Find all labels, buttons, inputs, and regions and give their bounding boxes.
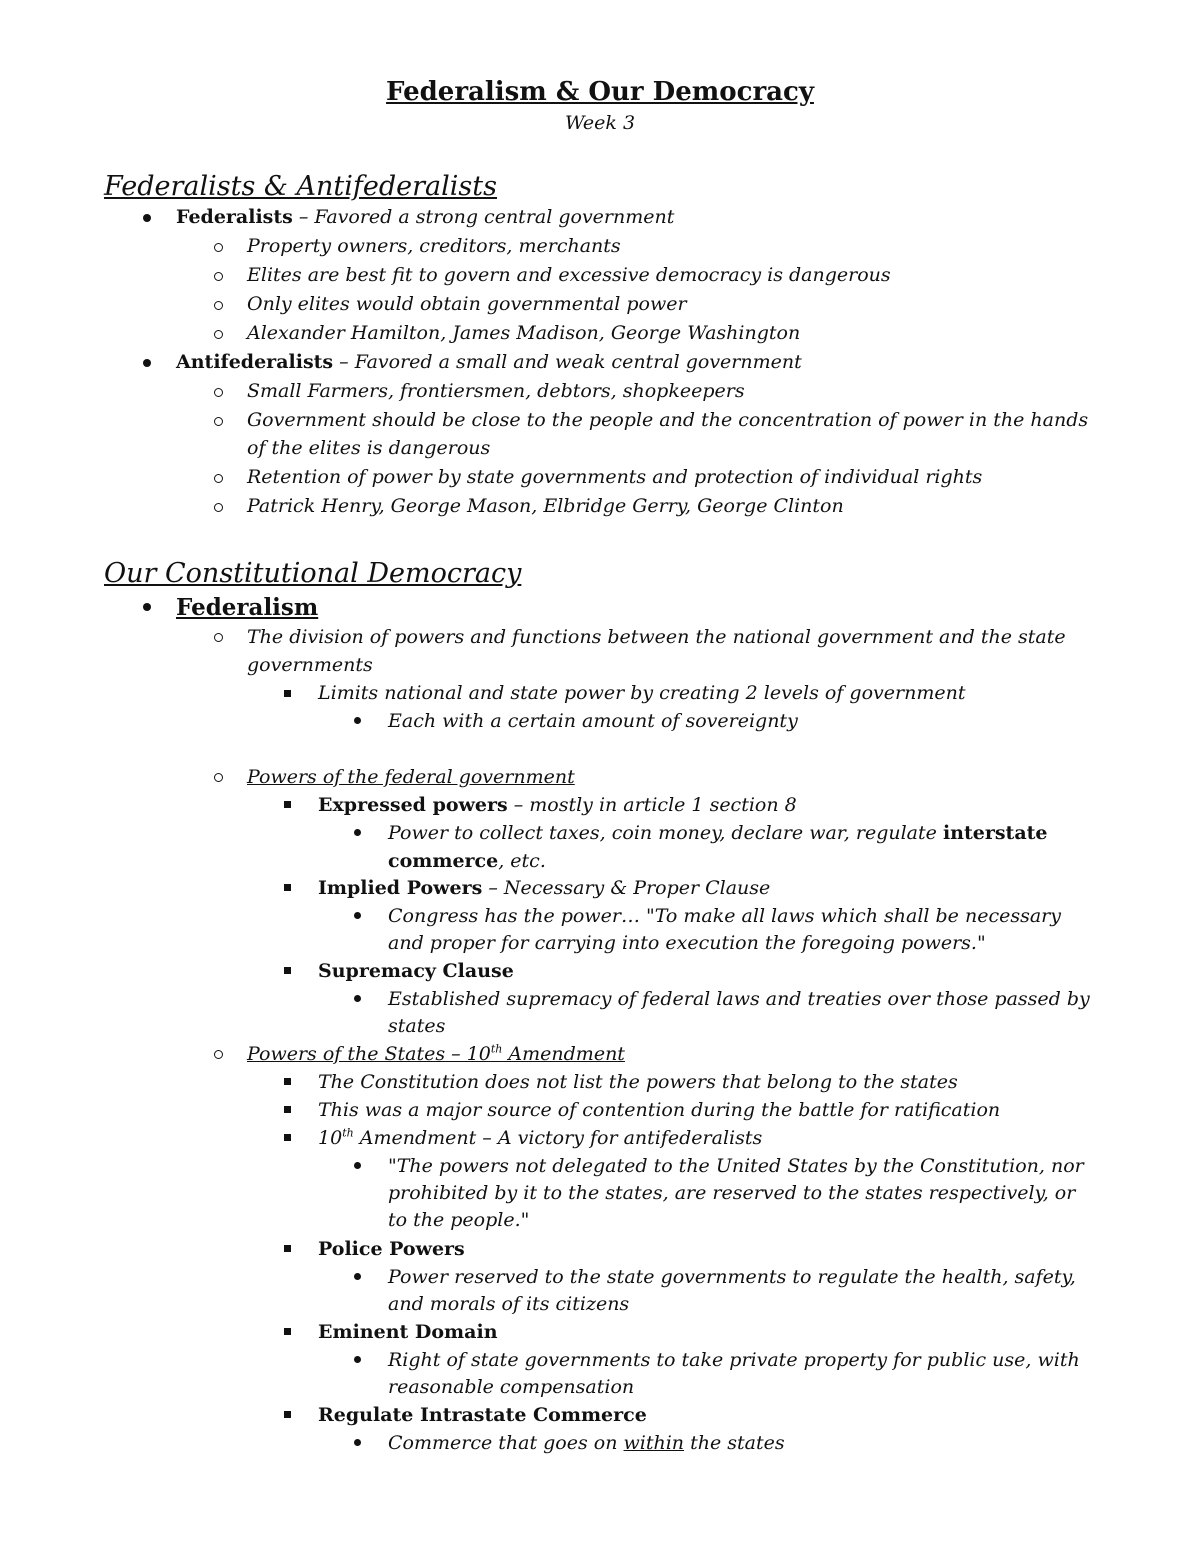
bullet-circle bbox=[214, 503, 223, 512]
bullet-square bbox=[284, 1078, 291, 1085]
text-span: the states bbox=[684, 1432, 785, 1454]
list-item-continuation bbox=[388, 848, 546, 875]
bullet-circle bbox=[214, 388, 223, 397]
list-item-continuation: states bbox=[388, 1015, 446, 1037]
list-item: Established supremacy of federal laws and treaties over those passed by bbox=[388, 988, 1090, 1010]
bullet-circle bbox=[214, 243, 223, 252]
list-item-continuation: and proper for carrying into execution the foregoing powers." bbox=[388, 932, 986, 954]
list-item bbox=[388, 820, 1048, 847]
list-item: Patrick Henry, George Mason, Elbridge Gerry, George Clinton bbox=[247, 495, 844, 517]
bullet-square bbox=[284, 884, 291, 891]
bullet-dot bbox=[354, 995, 361, 1002]
page-title: Federalism & Our Democracy bbox=[386, 77, 814, 107]
bullet-dot bbox=[143, 214, 151, 222]
list-item: Alexander Hamilton, James Madison, George Washington bbox=[247, 322, 801, 344]
text-span: Amendment – A victory for antifederalists bbox=[353, 1127, 763, 1149]
list-item: Government should be close to the people and the concentration of power in the hands bbox=[247, 409, 1089, 431]
list-item: Property owners, creditors, merchants bbox=[247, 235, 621, 257]
text-span: 10 bbox=[318, 1127, 343, 1149]
definition-antifederalists: – Favored a small and weak central government bbox=[333, 351, 802, 373]
federalism-definition: The division of powers and functions between the national government and the state bbox=[247, 626, 1066, 648]
list-item: Retention of power by state governments and protection of individual rights bbox=[247, 466, 983, 488]
bullet-dot bbox=[354, 1439, 361, 1446]
bullet-dot bbox=[354, 912, 361, 919]
bullet-square bbox=[284, 1134, 291, 1141]
subheading-state-powers bbox=[247, 1041, 625, 1068]
definition-expressed-powers: – mostly in article 1 section 8 bbox=[507, 794, 797, 816]
list-item: Elites are best fit to govern and excessive democracy is dangerous bbox=[247, 264, 891, 286]
list-item: Congress has the power… "To make all laws which shall be necessary bbox=[388, 905, 1061, 927]
section-heading-federalists-antifederalists: Federalists & Antifederalists bbox=[104, 171, 497, 202]
list-item-implied-powers bbox=[318, 875, 770, 902]
term-antifederalists: Antifederalists bbox=[176, 351, 334, 373]
quote-line: "The powers not delegated to the United States by the Constitution, nor bbox=[388, 1155, 1084, 1177]
term-supremacy-clause: Supremacy Clause bbox=[318, 960, 514, 982]
page-subtitle: Week 3 bbox=[564, 112, 636, 134]
list-item bbox=[388, 1430, 785, 1457]
list-item-continuation: of the elites is dangerous bbox=[247, 437, 491, 459]
term-eminent-domain: Eminent Domain bbox=[318, 1321, 498, 1343]
bullet-square bbox=[284, 690, 291, 697]
quote-line: prohibited by it to the states, are reserved to the states respectively, or bbox=[388, 1182, 1076, 1204]
list-item: Right of state governments to take private property for public use, with bbox=[388, 1349, 1080, 1371]
term-police-powers: Police Powers bbox=[318, 1238, 465, 1260]
term-expressed-powers: Expressed powers bbox=[318, 794, 508, 816]
bullet-square bbox=[284, 1411, 291, 1418]
definition-implied-powers: – Necessary & Proper Clause bbox=[482, 877, 771, 899]
bold-term-commerce: commerce bbox=[388, 850, 499, 872]
bullet-dot bbox=[143, 359, 151, 367]
text-span: Powers of the States – 10 bbox=[247, 1043, 491, 1065]
text-span: Amendment bbox=[502, 1043, 625, 1065]
federalism-label: Federalism bbox=[176, 594, 319, 621]
list-item: This was a major source of contention during the battle for ratification bbox=[318, 1099, 1001, 1121]
list-item-tenth-amendment bbox=[318, 1125, 762, 1152]
term-intrastate-commerce: Regulate Intrastate Commerce bbox=[318, 1404, 647, 1426]
bullet-circle bbox=[214, 474, 223, 483]
federalism-definition-continuation: governments bbox=[247, 654, 373, 676]
list-item: Power reserved to the state governments to regulate the health, safety, bbox=[388, 1266, 1076, 1288]
text-span: Power to collect taxes, coin money, declare war, regulate bbox=[388, 822, 943, 844]
section-heading-constitutional-democracy: Our Constitutional Democracy bbox=[104, 558, 522, 589]
list-item-expressed-powers bbox=[318, 792, 797, 819]
list-item-continuation: reasonable compensation bbox=[388, 1376, 635, 1398]
list-item-federalists bbox=[176, 204, 674, 231]
list-item: Small Farmers, frontiersmen, debtors, shopkeepers bbox=[247, 380, 745, 402]
list-item: Each with a certain amount of sovereignty bbox=[388, 710, 798, 732]
list-item-continuation: and morals of its citizens bbox=[388, 1293, 630, 1315]
text-span: , etc. bbox=[498, 850, 546, 872]
bullet-dot bbox=[354, 829, 361, 836]
bullet-square bbox=[284, 1106, 291, 1113]
bullet-circle bbox=[214, 330, 223, 339]
bullet-dot bbox=[354, 1162, 361, 1169]
term-implied-powers: Implied Powers bbox=[318, 877, 483, 899]
bullet-dot bbox=[354, 717, 361, 724]
bullet-square bbox=[284, 967, 291, 974]
bullet-square bbox=[284, 1328, 291, 1335]
list-item: Limits national and state power by creating 2 levels of government bbox=[318, 682, 966, 704]
bullet-circle bbox=[214, 301, 223, 310]
bullet-circle bbox=[214, 773, 223, 782]
bullet-square bbox=[284, 1245, 291, 1252]
bullet-circle bbox=[214, 417, 223, 426]
bold-term-interstate: interstate bbox=[942, 822, 1048, 844]
definition-federalists: – Favored a strong central government bbox=[292, 206, 675, 228]
bullet-dot bbox=[354, 1273, 361, 1280]
bullet-circle bbox=[214, 272, 223, 281]
underlined-word-within: within bbox=[623, 1432, 685, 1454]
list-item: Only elites would obtain governmental power bbox=[247, 293, 687, 315]
bullet-square bbox=[284, 801, 291, 808]
list-item: The Constitution does not list the powers that belong to the states bbox=[318, 1071, 958, 1093]
bullet-circle bbox=[214, 633, 223, 642]
subheading-federal-powers: Powers of the federal government bbox=[247, 766, 575, 788]
bullet-circle bbox=[214, 1050, 223, 1059]
text-span: Commerce that goes on bbox=[388, 1432, 624, 1454]
superscript: th bbox=[490, 1042, 503, 1056]
bullet-dot bbox=[354, 1356, 361, 1363]
superscript: th bbox=[342, 1126, 354, 1140]
quote-line: to the people." bbox=[388, 1209, 530, 1231]
term-federalists: Federalists bbox=[176, 206, 293, 228]
bullet-dot bbox=[143, 603, 151, 611]
list-item-antifederalists bbox=[176, 349, 802, 376]
